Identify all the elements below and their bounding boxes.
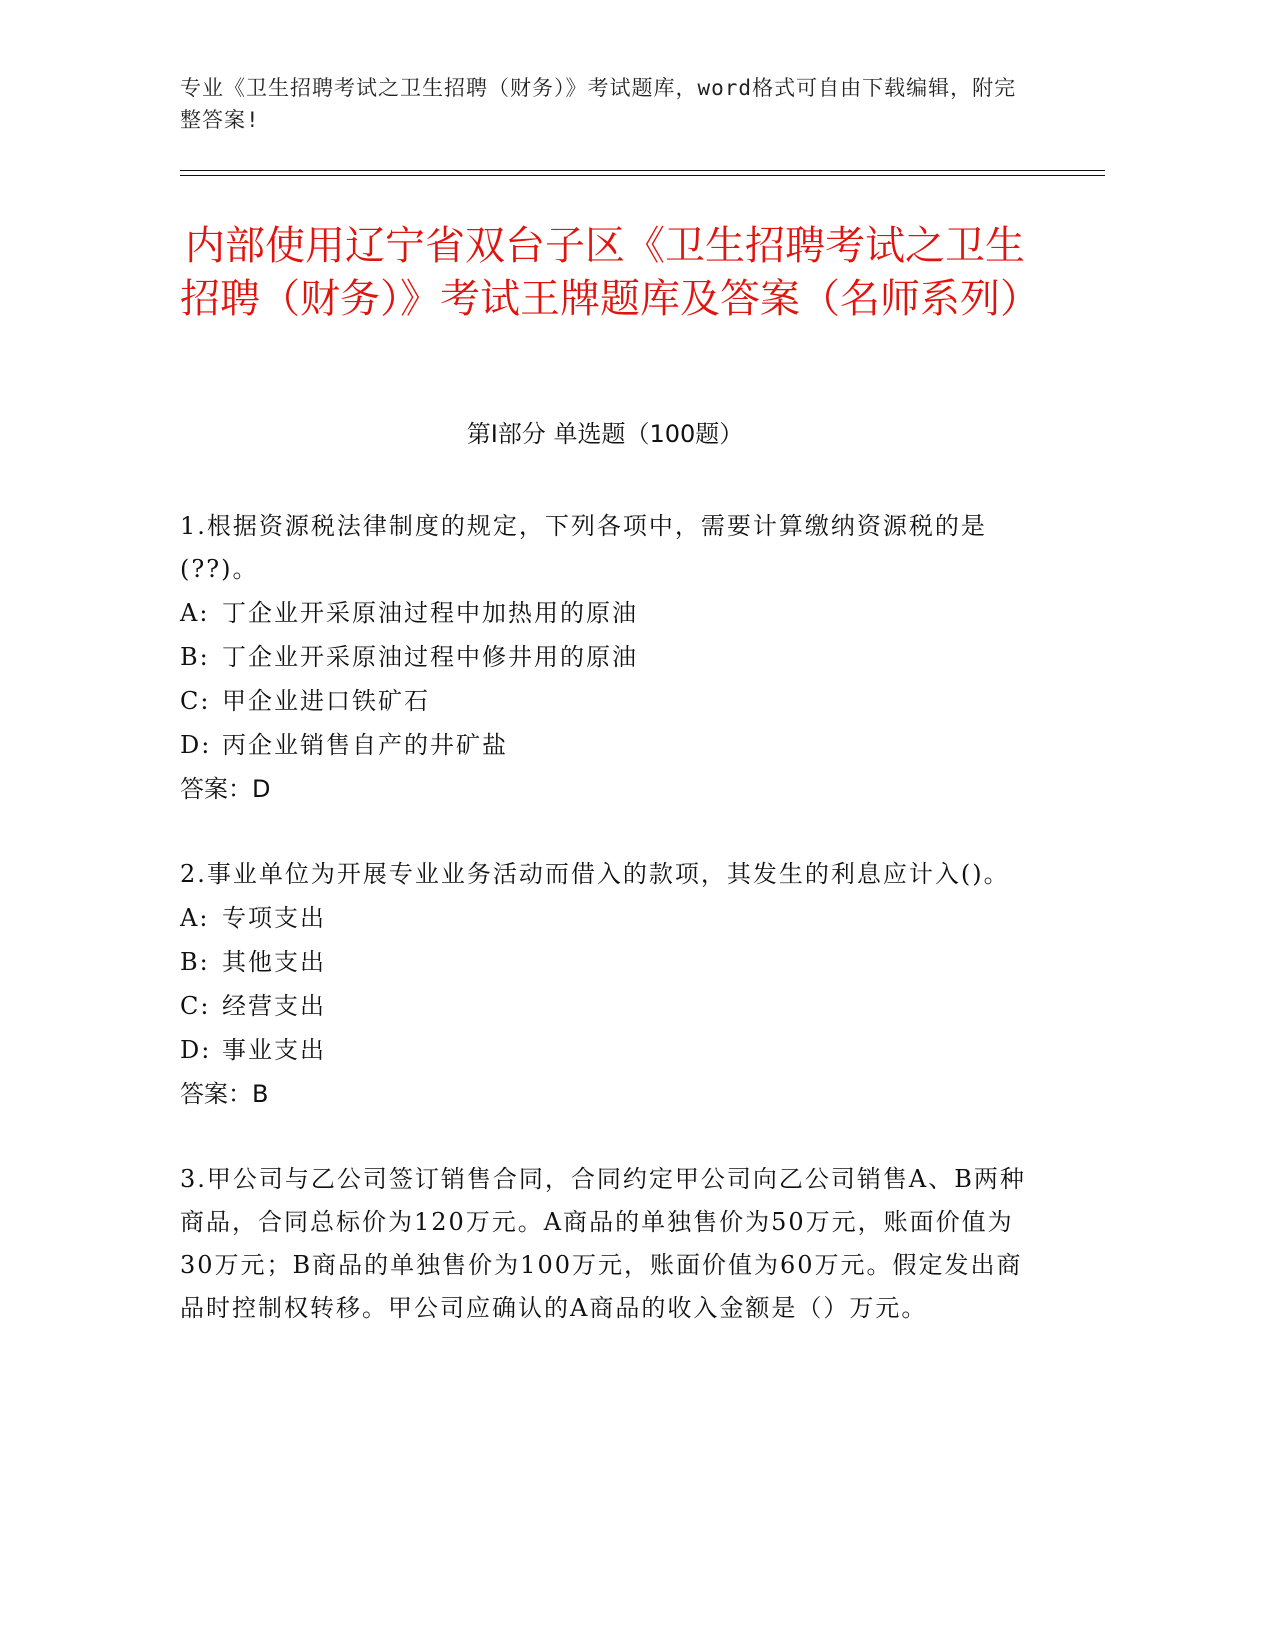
answer: 答案：B: [180, 1080, 269, 1108]
option-b: [180, 940, 1040, 984]
question-stem: 2.事业单位为开展专业业务活动而借入的款项，其发生的利息应计入()。: [180, 860, 1010, 888]
question-2: [180, 853, 1040, 1116]
option-text: 甲企业进口铁矿石: [222, 687, 430, 715]
option-text: 专项支出: [222, 904, 326, 932]
option-b: [180, 635, 1040, 679]
option-letter: A:: [180, 904, 210, 932]
option-text: 事业支出: [222, 1036, 326, 1064]
option-text: 其他支出: [222, 948, 326, 976]
section-title: 第I部分 单选题（100题）: [466, 420, 744, 448]
header-divider-bottom: [180, 175, 1105, 176]
option-a: [180, 896, 1040, 940]
option-c: [180, 984, 1040, 1028]
option-c: [180, 679, 1040, 723]
question-list: [180, 505, 1040, 1372]
question-stem: 1.根据资源税法律制度的规定，下列各项中，需要计算缴纳资源税的是(??)。: [180, 512, 987, 583]
header-divider-top: [180, 170, 1105, 171]
option-a: [180, 591, 1040, 635]
option-text: 丁企业开采原油过程中加热用的原油: [222, 599, 638, 627]
question-3: [180, 1158, 1040, 1330]
document-title: 内部使用辽宁省双台子区《卫生招聘考试之卫生招聘（财务）》考试王牌题库及答案（名师系列）: [180, 223, 1040, 322]
option-letter: C:: [180, 687, 211, 715]
question-1: [180, 505, 1040, 811]
option-letter: D:: [180, 1036, 212, 1064]
option-letter: B:: [180, 643, 210, 671]
option-letter: C:: [180, 992, 211, 1020]
header-note: 专业《卫生招聘考试之卫生招聘（财务）》考试题库，word格式可自由下载编辑，附完整答案!: [180, 76, 1017, 132]
option-letter: A:: [180, 599, 210, 627]
option-text: 丙企业销售自产的井矿盐: [222, 731, 508, 759]
option-text: 丁企业开采原油过程中修井用的原油: [222, 643, 638, 671]
option-d: [180, 1028, 1040, 1072]
answer: 答案：D: [180, 775, 271, 803]
option-text: 经营支出: [222, 992, 326, 1020]
option-letter: B:: [180, 948, 210, 976]
option-d: [180, 723, 1040, 767]
question-stem: 3.甲公司与乙公司签订销售合同，合同约定甲公司向乙公司销售A、B两种商品，合同总标价为120万元。A商品的单独售价为50万元，账面价值为30万元；B商品的单独售价为100万元，账面价值为60万元。假定发出商品时控制权转移。甲公司应确认的A商品的收入金额是（）万元。: [180, 1165, 1026, 1322]
option-letter: D:: [180, 731, 212, 759]
